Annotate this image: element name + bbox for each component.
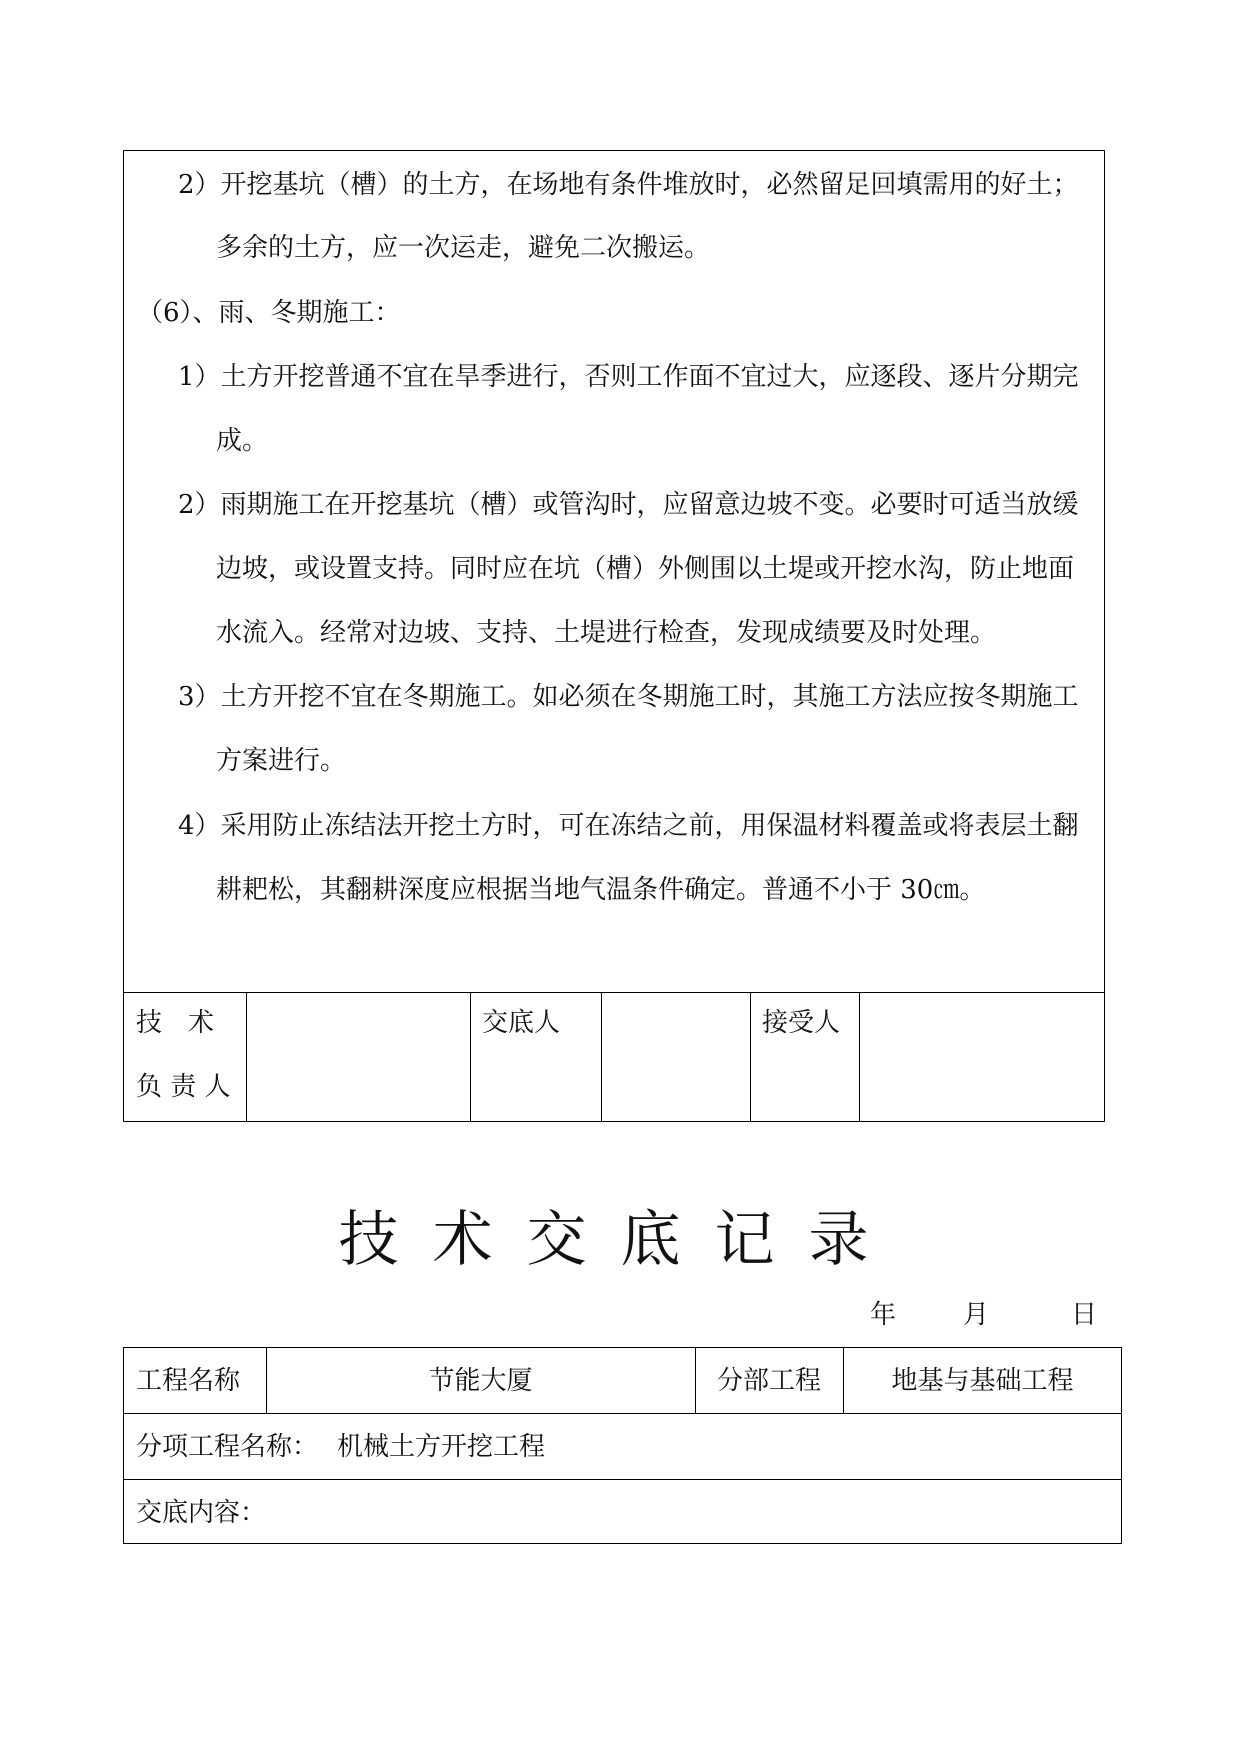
text-line: 2）开挖基坑（槽）的土方，在场地有条件堆放时，必然留足回填需用的好土；	[178, 170, 1079, 200]
subitem-value: 机械土方开挖工程	[337, 1432, 546, 1462]
text-line: 成。	[216, 426, 269, 456]
text-line: 4）采用防止冻结法开挖土方时，可在冻结之前，用保温材料覆盖或将表层土翻	[178, 811, 1079, 841]
division-value: 地基与基础工程	[891, 1366, 1074, 1396]
date-day: 日	[1071, 1300, 1098, 1330]
text-line: 边坡，或设置支持。同时应在坑（槽）外侧围以土堤或开挖水沟，防止地面	[216, 554, 1075, 584]
page-title: 技术交底记录	[338, 1205, 903, 1275]
signature-row-divider	[123, 992, 1105, 993]
signature-col-divider-2	[470, 992, 471, 1122]
subitem-label: 分项工程名称：	[136, 1432, 319, 1462]
signature-col-divider-1	[246, 992, 247, 1122]
text-line: 多余的土方，应一次运走，避免二次搬运。	[216, 233, 711, 263]
tech-lead-label: 技 术	[136, 1008, 215, 1038]
section-heading: （6）、雨、冬期施工：	[137, 298, 401, 328]
record-row-divider-1	[123, 1413, 1122, 1414]
receiver-label: 接受人	[762, 1008, 841, 1038]
signature-col-divider-3	[601, 992, 602, 1122]
date-month: 月	[963, 1300, 990, 1330]
record-row-divider-2	[123, 1479, 1122, 1480]
project-name-value: 节能大厦	[428, 1366, 533, 1396]
content-label: 交底内容：	[136, 1498, 267, 1528]
text-line: 2）雨期施工在开挖基坑（槽）或管沟时，应留意边坡不变。必要时可适当放缓	[178, 490, 1079, 520]
tech-lead-label-line2: 负 责 人	[136, 1072, 231, 1102]
division-label: 分部工程	[716, 1366, 821, 1396]
text-line: 水流入。经常对边坡、支持、土堤进行检查，发现成绩要及时处理。	[216, 618, 997, 648]
text-line: 1）土方开挖普通不宜在旱季进行，否则工作面不宜过大，应逐段、逐片分期完	[178, 362, 1079, 392]
signature-col-divider-4	[750, 992, 751, 1122]
date-year: 年	[870, 1300, 897, 1330]
text-line: 方案进行。	[216, 746, 347, 776]
text-line: 3）土方开挖不宜在冬期施工。如必须在冬期施工时，其施工方法应按冬期施工	[178, 682, 1079, 712]
handover-person-label: 交底人	[482, 1008, 561, 1038]
project-name-label: 工程名称	[136, 1366, 241, 1396]
text-line: 耕耙松，其翻耕深度应根据当地气温条件确定。普通不小于 30㎝。	[216, 875, 986, 905]
signature-col-divider-5	[859, 992, 860, 1122]
